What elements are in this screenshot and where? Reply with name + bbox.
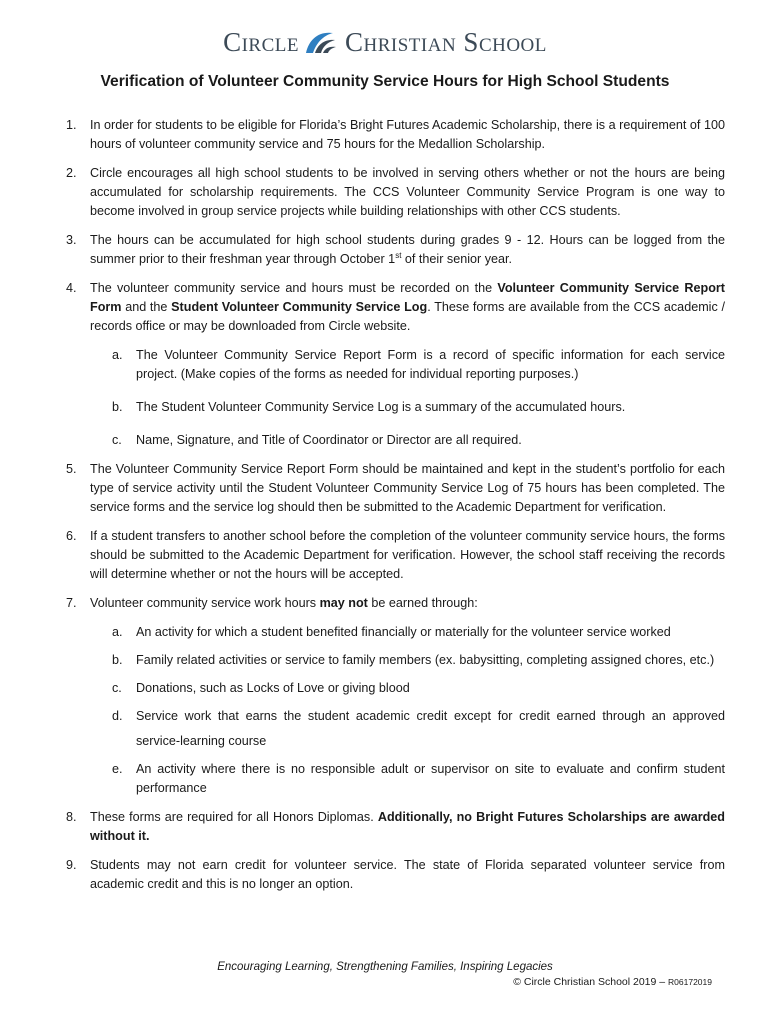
sub-item xyxy=(112,431,725,450)
list-item xyxy=(66,808,725,846)
item-text: These forms are required for all Honors Diplomas. xyxy=(90,810,378,824)
list-item xyxy=(66,460,725,517)
sub-item xyxy=(112,398,725,417)
footer-copyright xyxy=(513,976,712,988)
sub-item xyxy=(112,346,725,384)
item-number: 1. xyxy=(66,118,77,132)
item-text: The volunteer community service and hours must be recorded on the xyxy=(90,281,498,295)
list-item xyxy=(66,594,725,798)
sub-item-letter: a. xyxy=(112,625,123,639)
sub-item-letter: a. xyxy=(112,348,123,362)
page-title: Verification of Volunteer Community Service Hours for High School Students xyxy=(100,73,670,90)
revision-code: R06172019 xyxy=(668,977,712,987)
item-text-end: of their senior year. xyxy=(401,252,513,266)
list-item xyxy=(66,527,725,584)
sub-item xyxy=(112,760,725,798)
list-item xyxy=(66,279,725,450)
sub-item-text: Name, Signature, and Title of Coordinator or Director are all required. xyxy=(136,433,522,447)
footer-motto: Encouraging Learning, Strengthening Families, Inspiring Legacies xyxy=(217,961,553,973)
emphasis-bright-futures: Additionally, no Bright Futures Scholarships are awarded without it. xyxy=(90,810,725,843)
list-item xyxy=(66,164,725,221)
sub-item-text: Family related activities or service to family members (ex. babysitting, completing assigned chores, etc.) xyxy=(136,653,715,667)
item-number: 3. xyxy=(66,233,77,247)
copyright-text: © Circle Christian School 2019 – xyxy=(513,976,669,988)
requirements-list xyxy=(66,116,725,904)
logo-text-right: Christian School xyxy=(345,26,547,57)
wave-emblem-icon xyxy=(303,27,339,57)
form-name-log: Student Volunteer Community Service Log xyxy=(171,300,428,314)
item-text: and the xyxy=(121,300,172,314)
item-text: The Volunteer Community Service Report Form should be maintained and kept in the student’s portfolio for each type of service activity until the Student Volunteer Community Service Log of 75 hours has been completed. The service forms and the service log should then be submitted to the Academic Department for verification. xyxy=(90,462,725,514)
item-text: Circle encourages all high school students to be involved in serving others whether or not the hours are being accumulated for scholarship requirements. The CCS Volunteer Community Service Program is one way to become involved in group service projects while building relationships with other CCS students. xyxy=(90,166,725,218)
sub-item-text: The Volunteer Community Service Report Form is a record of specific information for each service project. (Make copies of the forms as needed for individual reporting purposes.) xyxy=(136,348,725,381)
sub-item-letter: d. xyxy=(112,709,123,723)
sub-list xyxy=(112,623,725,798)
sub-item-letter: c. xyxy=(112,681,122,695)
school-logo xyxy=(0,22,770,62)
sub-item-text: An activity where there is no responsible adult or supervisor on site to evaluate and confirm student performance xyxy=(136,762,725,795)
sub-item-letter: c. xyxy=(112,433,122,447)
item-number: 8. xyxy=(66,810,77,824)
sub-item-text: Service work that earns the student academic credit except for credit earned through an approved service-learning course xyxy=(136,709,725,748)
list-item xyxy=(66,856,725,894)
item-text: The hours can be accumulated for high school students during grades 9 - 12. Hours can be logged from the summer prior to their freshman year through October 1 xyxy=(90,233,725,266)
item-number: 4. xyxy=(66,281,77,295)
sub-item-text: An activity for which a student benefited financially or materially for the volunteer service worked xyxy=(136,625,671,639)
item-number: 5. xyxy=(66,462,77,476)
item-number: 6. xyxy=(66,529,77,543)
item-text: In order for students to be eligible for Florida’s Bright Futures Academic Scholarship, there is a requirement of 100 hours of volunteer community service and 75 hours for the Medallion Scholarship. xyxy=(90,118,725,151)
sub-item-letter: b. xyxy=(112,653,123,667)
item-text: Students may not earn credit for volunteer service. The state of Florida separated volunteer service from academic credit and this is no longer an option. xyxy=(90,858,725,891)
item-text: be earned through: xyxy=(367,596,478,610)
sub-list xyxy=(112,346,725,450)
sub-item xyxy=(112,679,725,698)
item-text: Volunteer community service work hours xyxy=(90,596,320,610)
item-number: 9. xyxy=(66,858,77,872)
sub-item xyxy=(112,704,725,754)
sub-item-text: The Student Volunteer Community Service Log is a summary of the accumulated hours. xyxy=(136,400,626,414)
logo-text-left: Circle xyxy=(223,26,299,57)
sub-item xyxy=(112,648,725,673)
list-item xyxy=(66,231,725,269)
form-name-report: Volunteer Community Service Report Form xyxy=(90,281,725,314)
emphasis-may-not: may not xyxy=(319,596,368,610)
item-text: . These forms are available from the CCS academic / records office or may be downloaded from Circle website. xyxy=(90,300,725,333)
list-item xyxy=(66,116,725,154)
item-number: 2. xyxy=(66,166,77,180)
sub-item-letter: e. xyxy=(112,762,123,776)
item-text: If a student transfers to another school before the completion of the volunteer community service hours, the forms should be submitted to the Academic Department for verification. However, the school staff receiving the records will determine whether or not the hours will be accepted. xyxy=(90,529,725,581)
sub-item xyxy=(112,623,725,642)
ordinal-suffix: st xyxy=(395,250,402,260)
sub-item-letter: b. xyxy=(112,400,123,414)
sub-item-text: Donations, such as Locks of Love or giving blood xyxy=(136,681,410,695)
item-number: 7. xyxy=(66,596,77,610)
